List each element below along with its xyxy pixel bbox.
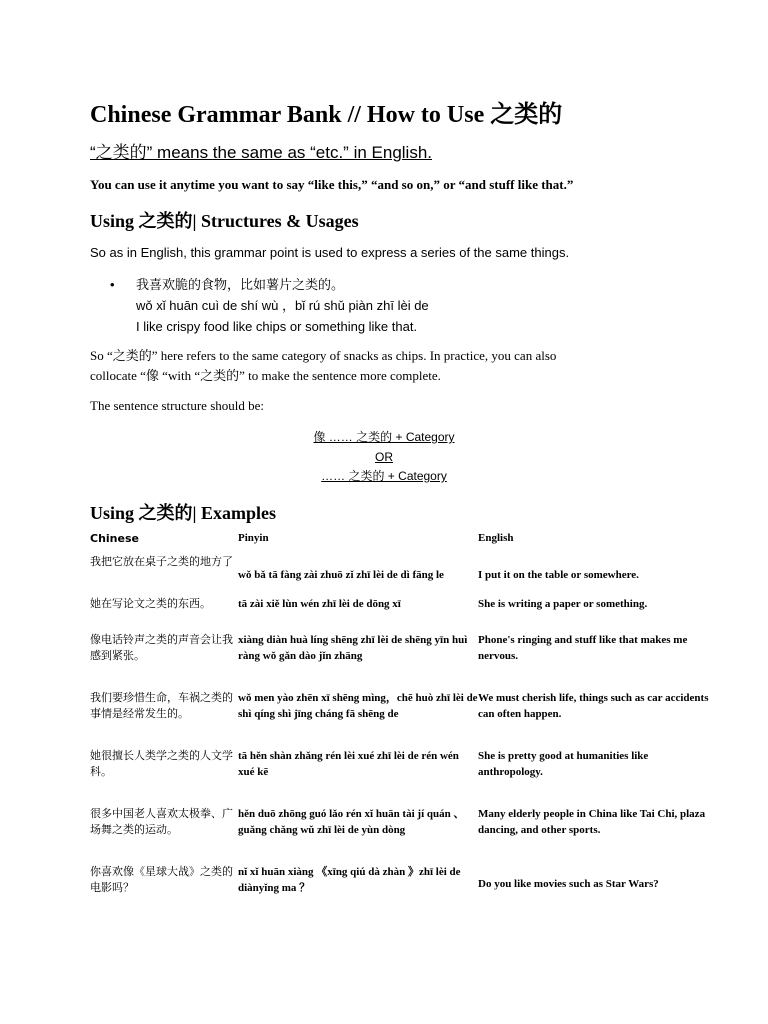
- cell-chinese: 你喜欢像《星球大战》之类的电影吗？: [90, 865, 233, 894]
- column-header-english: English: [478, 532, 514, 544]
- structure-intro: The sentence structure should be:: [90, 398, 264, 413]
- table-row: [90, 596, 710, 632]
- structures-paragraph: So as in English, this grammar point is used to express a series of the same things.: [90, 245, 570, 260]
- bullet-chinese: 我喜欢脆的食物，比如薯片之类的。: [136, 277, 345, 292]
- table-row: [90, 632, 710, 690]
- cell-english: We must cherish life, things such as car accidents can often happen.: [478, 692, 709, 720]
- table-row: [90, 748, 710, 806]
- bullet-dot-icon: •: [110, 277, 115, 292]
- page-title: Chinese Grammar Bank // How to Use 之类的: [90, 102, 563, 128]
- table-row: [90, 554, 710, 596]
- cell-pinyin: xiàng diàn huà líng shēng zhī lèi de shēng yīn huì ràng wǒ gǎn dào jǐn zhāng: [238, 634, 468, 662]
- cell-chinese: 很多中国老人喜欢太极拳、广场舞之类的运动。: [90, 807, 233, 836]
- table-row: [90, 690, 710, 748]
- cell-pinyin: nǐ xǐ huān xiàng 《xīng qiú dà zhàn 》zhī lèi de diànyǐng ma ？: [238, 866, 461, 894]
- subtitle: “之类的” means the same as “etc.” in English.: [90, 143, 433, 162]
- examples-table: [90, 532, 710, 904]
- cell-pinyin: tā hěn shàn zhǎng rén lèi xué zhī lèi de rén wén xué kē: [238, 750, 459, 778]
- cell-pinyin: tā zài xiě lùn wén zhī lèi de dōng xī: [238, 598, 401, 610]
- explanation-line-2: collocate “像 “with “之类的” to make the sentence more complete.: [90, 368, 441, 383]
- table-header-row: [90, 532, 710, 554]
- cell-english: I put it on the table or somewhere.: [478, 569, 639, 581]
- cell-chinese: 她在写论文之类的东西。: [90, 597, 211, 610]
- cell-english: Phone's ringing and stuff like that makes me nervous.: [478, 634, 688, 662]
- sentence-structure: [90, 428, 678, 487]
- cell-chinese: 她很擅长人类学之类的人文学科。: [90, 749, 233, 778]
- section-heading-examples: Using 之类的| Examples: [90, 503, 276, 523]
- column-header-pinyin: Pinyin: [238, 532, 269, 544]
- cell-chinese: 像电话铃声之类的声音会让我感到紧张。: [90, 633, 233, 662]
- cell-pinyin: wǒ men yào zhēn xī shēng mìng，chē huò zhī lèi de shì qíng shì jīng cháng fā shēng de: [238, 692, 478, 720]
- cell-english: She is pretty good at humanities like anthropology.: [478, 750, 649, 778]
- explanation-line-1: So “之类的” here refers to the same category of snacks as chips. In practice, you can also: [90, 348, 557, 363]
- bullet-english: I like crispy food like chips or something like that.: [136, 319, 418, 334]
- section-heading-structures: Using 之类的| Structures & Usages: [90, 211, 359, 231]
- structure-line-2: OR: [375, 449, 393, 464]
- cell-chinese: 我把它放在桌子之类的地方了: [90, 555, 233, 568]
- table-row: [90, 864, 710, 904]
- cell-chinese: 我们要珍惜生命，车祸之类的事情是经常发生的。: [90, 691, 233, 720]
- structure-line-1: 像 …… 之类的 + Category: [313, 430, 455, 444]
- column-header-chinese: Chinese: [90, 532, 139, 545]
- cell-english: She is writing a paper or something.: [478, 598, 648, 610]
- structure-line-3: …… 之类的 + Category: [321, 469, 447, 483]
- table-row: [90, 806, 710, 864]
- cell-english: Do you like movies such as Star Wars?: [478, 878, 659, 890]
- intro-text: You can use it anytime you want to say “like this,” “and so on,” or “and stuff like that.”: [90, 177, 574, 192]
- cell-pinyin: hěn duō zhōng guó lǎo rén xǐ huān tài jí quán 、guǎng chǎng wǔ zhī lèi de yùn dòng: [238, 808, 465, 836]
- bullet-pinyin: wǒ xǐ huān cuì de shí wù ，bǐ rú shǔ piàn zhī lèi de: [136, 298, 429, 313]
- cell-pinyin: wǒ bǎ tā fàng zài zhuō zǐ zhī lèi de dì fāng le: [238, 569, 444, 581]
- cell-english: Many elderly people in China like Tai Chi, plaza dancing, and other sports.: [478, 808, 706, 836]
